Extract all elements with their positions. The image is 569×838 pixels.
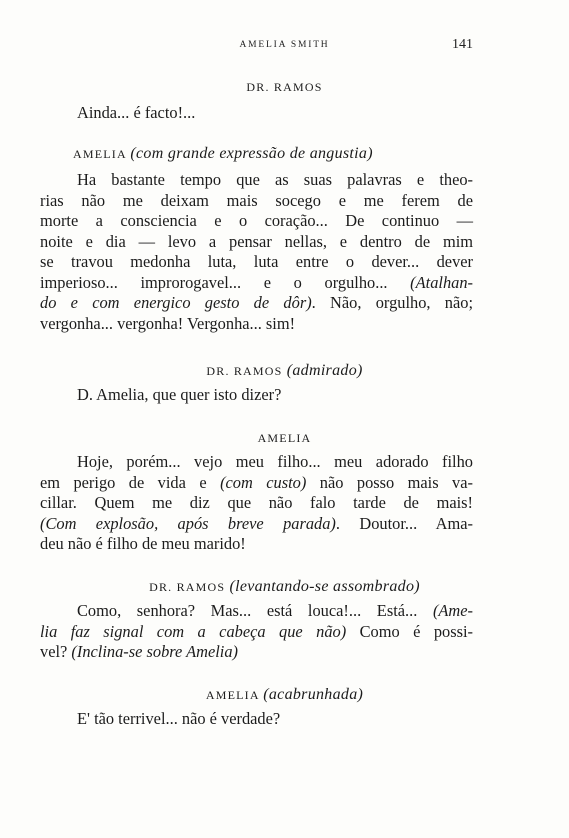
dialogue-line (40, 534, 473, 554)
dialogue-text: rias não me deixam mais socego e me ferem de (40, 190, 473, 210)
dialogue-line (40, 314, 473, 334)
dialogue-line (77, 709, 473, 729)
speaker-heading (0, 431, 569, 446)
speaker-heading (0, 686, 569, 704)
dialogue-line (40, 622, 473, 642)
dialogue-text: Como, senhora? Mas... está louca!... Está... (77, 601, 433, 620)
dialogue-line (40, 293, 473, 313)
dialogue-text: se travou medonha luta, luta entre o dever... dever (40, 252, 473, 271)
speaker-heading (73, 145, 373, 163)
dialogue-text: Como é possi- (346, 621, 473, 641)
stage-direction-text: do e com energico gesto de dôr) (40, 293, 312, 312)
speaker-name: DR. RAMOS (206, 364, 283, 378)
dialogue-line (77, 601, 473, 621)
dialogue-text: deu não é filho de meu marido! (40, 534, 246, 553)
dialogue-text: . Não, orgulho, não; (311, 293, 473, 312)
running-title: AMELIA SMITH (239, 40, 330, 50)
stage-direction: (acabrunhada) (263, 686, 364, 703)
stage-direction-text: (Ame- (432, 601, 473, 620)
dialogue-text: Ha bastante tempo que as suas palavras e theo- (77, 170, 473, 189)
speaker-name: AMELIA (205, 688, 260, 702)
dialogue-text: Hoje, porém... vejo meu filho... meu adorado filho (77, 452, 473, 471)
dialogue-text: E' tão terrivel... não é verdade? (77, 709, 281, 728)
dialogue-line (40, 211, 473, 231)
stage-direction-text: (Inclina-se sobre Amelia) (71, 642, 239, 661)
dialogue-line (40, 232, 473, 252)
dialogue-text: . Doutor... Ama- (335, 513, 473, 533)
dialogue-text: D. Amelia, que quer isto dizer? (77, 385, 282, 404)
dialogue-text: imperioso... improrogavel... e o orgulho... (40, 272, 411, 292)
dialogue-text: não posso mais va- (306, 472, 473, 492)
stage-direction-text: lia faz signal com a cabeça que não) (40, 621, 347, 641)
dialogue-line (77, 385, 473, 405)
dialogue-text: vel? (40, 642, 72, 661)
dialogue-text: morte a consciencia e o coração... De continuo — (40, 211, 473, 230)
stage-direction: (levantando-se assombrado) (229, 578, 420, 595)
speaker-name: DR. RAMOS (246, 80, 323, 94)
speaker-name: AMELIA (257, 431, 312, 445)
dialogue-text: em perigo de vida e (40, 472, 221, 492)
dialogue-line (40, 514, 473, 534)
stage-direction-text: (com custo) (220, 472, 307, 492)
page-number: 141 (452, 37, 473, 52)
dialogue-text: cillar. Quem me diz que não falo tarde de mais! (40, 493, 473, 512)
dialogue-line (40, 642, 473, 662)
dialogue-line (77, 452, 473, 472)
dialogue-line (40, 273, 473, 293)
dialogue-text: Ainda... é facto!... (77, 103, 196, 122)
dialogue-line (40, 473, 473, 493)
speaker-name: AMELIA (73, 147, 127, 161)
dialogue-line (40, 493, 473, 513)
speaker-heading (0, 578, 569, 596)
speaker-heading (0, 362, 569, 380)
stage-direction: (admirado) (286, 362, 363, 379)
speaker-name: DR. RAMOS (149, 580, 226, 594)
dialogue-line (77, 103, 473, 123)
dialogue-text: vergonha... vergonha! Vergonha... sim! (40, 313, 296, 333)
stage-direction: (com grande expressão de angustia) (130, 145, 373, 162)
stage-direction-text: (Atalhan- (410, 272, 473, 292)
dialogue-text: noite e dia — levo a pensar nellas, e dentro de mim (40, 231, 473, 251)
dialogue-line (77, 170, 473, 190)
stage-direction-text: (Com explosão, após breve parada) (40, 513, 336, 533)
dialogue-line (40, 252, 473, 272)
dialogue-line (40, 191, 473, 211)
speaker-heading (0, 80, 569, 95)
